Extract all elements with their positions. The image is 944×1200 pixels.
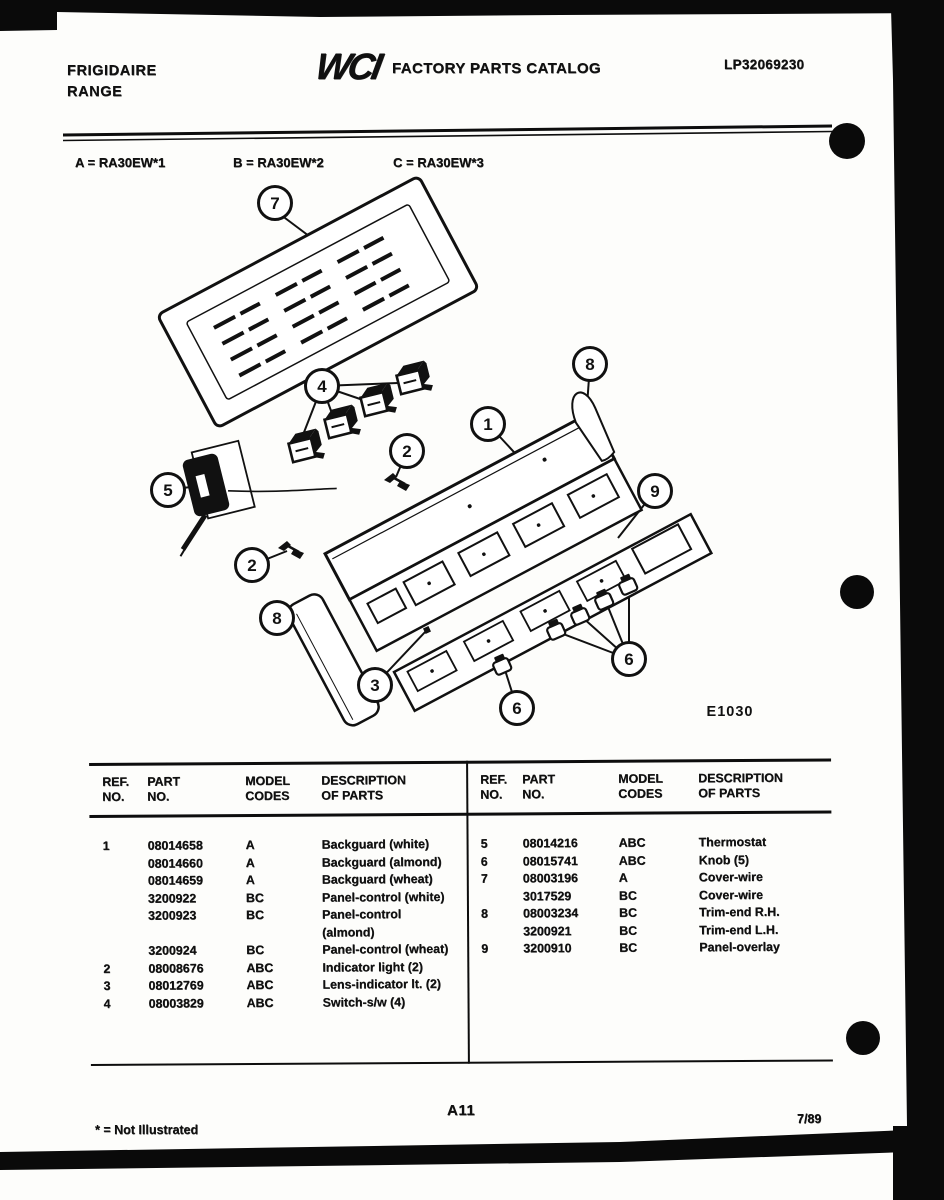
brand-block [67, 61, 157, 103]
table-row: 9 3200910 BC Panel-overlay [481, 939, 780, 956]
svg-text:8: 8 [272, 609, 282, 628]
callout-2b [236, 549, 269, 582]
figure-code: E1030 [706, 704, 754, 720]
brand-line2: RANGE [67, 84, 123, 100]
parts-table-right [468, 758, 833, 1063]
table-row: 7 08003196 A Cover-wire [480, 869, 763, 886]
table-body [90, 836, 467, 1013]
table-row: 08014659 A Backguard (wheat) [147, 871, 433, 888]
callout-3 [359, 669, 392, 702]
svg-text:2: 2 [247, 556, 257, 575]
col-header-ref: REF. NO. [102, 774, 130, 804]
table-body [469, 833, 833, 958]
svg-text:3: 3 [370, 676, 380, 695]
table-row: 6 08015741 ABC Knob (5) [480, 852, 749, 869]
table-row: 5 08014216 ABC Thermostat [480, 834, 767, 851]
svg-text:5: 5 [163, 481, 173, 500]
table-row: 3200924 BC Panel-control (wheat) [148, 941, 449, 958]
svg-text:1: 1 [483, 415, 493, 434]
punch-hole [840, 575, 874, 609]
punch-hole [829, 123, 865, 159]
model-code-c: C = RA30EW*3 [393, 155, 484, 170]
model-code-a: A = RA30EW*1 [75, 155, 166, 170]
callout-8b [261, 602, 294, 635]
col-header-part: PART NO. [522, 772, 556, 802]
table-row: 3200921 BC Trim-end L.H. [523, 922, 779, 938]
header-rule [63, 126, 832, 141]
col-header-ref: REF. NO. [480, 772, 508, 802]
svg-text:6: 6 [624, 650, 634, 669]
table-row: 3200923 BC Panel-control (almond) [147, 907, 402, 940]
catalog-title: FACTORY PARTS CATALOG [392, 60, 601, 77]
page-number: A11 [447, 1102, 476, 1119]
col-header-model: MODEL CODES [245, 773, 290, 804]
svg-text:6: 6 [512, 699, 522, 718]
callout-8a [574, 348, 607, 381]
callout-1 [472, 408, 505, 441]
callout-2a [391, 435, 424, 468]
svg-text:7: 7 [270, 194, 280, 213]
table-header-row [468, 770, 831, 802]
svg-text:4: 4 [317, 377, 327, 396]
table-row: 3 08012769 ABC Lens-indicator lt. (2) [103, 976, 441, 993]
model-code-b: B = RA30EW*2 [233, 155, 324, 170]
col-header-desc: DESCRIPTION OF PARTS [321, 773, 406, 803]
brand-line1: FRIGIDAIRE [67, 63, 157, 79]
punch-hole [846, 1021, 880, 1055]
callout-5 [152, 474, 185, 507]
col-header-model: MODEL CODES [618, 771, 663, 801]
callout-4 [306, 370, 339, 403]
table-row: 4 08003829 ABC Switch-s/w (4) [103, 994, 406, 1011]
table-row: 3200922 BC Panel-control (white) [147, 889, 445, 906]
wci-logo: WCI [312, 46, 383, 87]
svg-text:9: 9 [650, 482, 660, 501]
callout-9 [639, 475, 672, 508]
table-row: 3017529 BC Cover-wire [522, 887, 763, 903]
table-row: 2 08008676 ABC Indicator light (2) [103, 959, 423, 976]
parts-table [89, 758, 833, 1066]
callout-6a [613, 643, 646, 676]
document-number: LP32069230 [724, 57, 805, 72]
col-header-part: PART NO. [147, 774, 181, 804]
callout-6b [501, 692, 534, 725]
table-header-row [89, 773, 465, 805]
svg-text:8: 8 [585, 355, 595, 374]
table-row: 08014660 A Backguard (almond) [147, 854, 442, 871]
col-header-desc: DESCRIPTION OF PARTS [698, 770, 783, 801]
callout-7 [259, 187, 292, 220]
svg-text:2: 2 [402, 442, 412, 461]
not-illustrated-note: * = Not Illustrated [95, 1123, 199, 1137]
date-code: 7/89 [797, 1112, 822, 1126]
table-row: 8 08003234 BC Trim-end R.H. [480, 904, 780, 921]
parts-table-left [89, 761, 467, 1066]
table-row: 1 08014658 A Backguard (white) [102, 836, 430, 853]
bracket [278, 541, 304, 559]
